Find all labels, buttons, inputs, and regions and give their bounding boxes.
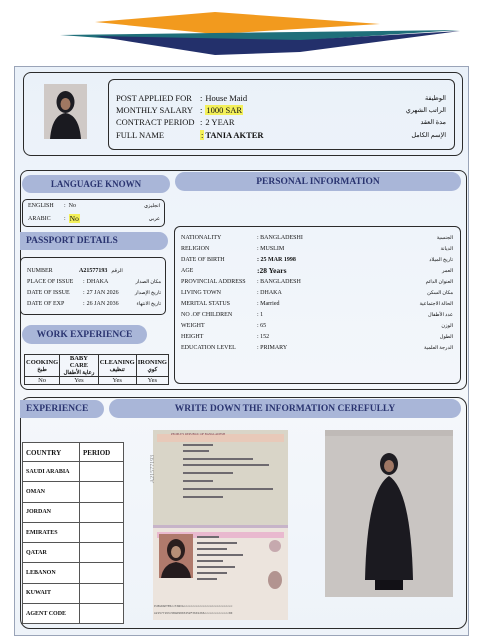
personal-label: DATE OF BIRTH	[181, 256, 225, 263]
personal-label: EDUCATION LEVEL	[181, 344, 236, 351]
country-header: COUNTRY	[23, 443, 80, 463]
passport-scan	[150, 430, 288, 620]
country-name: KUWAIT	[23, 583, 80, 603]
country-name: LEBANON	[23, 563, 80, 583]
personal-value: :28 Years	[257, 266, 287, 275]
personal-row	[181, 243, 453, 254]
personal-value: : PRIMARY	[257, 344, 288, 351]
personal-row	[181, 298, 453, 309]
name-value: TANIA AKTER	[205, 130, 264, 140]
doi-value: 27 JAN 2026	[86, 290, 119, 296]
skill-header-text: CLEANING	[99, 358, 135, 366]
personal-row	[181, 287, 453, 298]
personal-label: NO .OF CHILDREN	[181, 311, 233, 318]
colon: :	[200, 105, 203, 115]
personal-label: PROVINCIAL ADDRESS	[181, 278, 246, 285]
personal-value: : BANGLADESHI	[257, 234, 303, 241]
skill-value: Yes	[136, 377, 168, 385]
country-row	[23, 482, 124, 502]
doe-value: 26 JAN 2036	[86, 301, 119, 307]
name-arabic: الإسم الكامل	[411, 132, 446, 139]
name-row	[116, 130, 446, 140]
salary-label: MONTHLY SALARY	[116, 105, 193, 115]
personal-label: RELIGION	[181, 245, 210, 252]
doi-row	[27, 290, 161, 296]
personal-row	[181, 331, 453, 342]
personal-row	[181, 309, 453, 320]
place-label: PLACE OF ISSUE	[27, 279, 74, 285]
experience-title: EXPERIENCE	[20, 400, 104, 418]
period-cell	[80, 563, 124, 583]
colon: :	[200, 117, 203, 127]
post-label: POST APPLIED FOR	[116, 93, 192, 103]
country-name: SAUDI ARABIA	[23, 462, 80, 482]
country-name: OMAN	[23, 482, 80, 502]
personal-value: : DHAKA	[257, 289, 282, 296]
skill-header-ar: رعاية الأطفال	[63, 370, 95, 376]
doe-label: DATE OF EXP	[27, 301, 65, 307]
personal-arabic: الوزن	[441, 323, 453, 329]
skill-value: Yes	[98, 377, 136, 385]
country-row	[23, 604, 124, 624]
country-row	[23, 583, 124, 603]
english-label: ENGLISH	[28, 203, 54, 209]
skill-header-ar: طبخ	[37, 366, 47, 373]
arabic-row	[28, 214, 160, 223]
skill-header	[98, 355, 136, 377]
personal-row	[181, 232, 453, 243]
english-arabic: انجليزي	[144, 204, 160, 209]
country-row	[23, 502, 124, 522]
country-row	[23, 563, 124, 583]
country-name: EMIRATES	[23, 522, 80, 542]
personal-row	[181, 254, 453, 265]
personal-value: : Married	[257, 300, 280, 307]
colon: :	[64, 215, 66, 222]
personal-row	[181, 342, 453, 353]
candidate-photo-small	[44, 84, 87, 139]
passport-mrz-1: P<BGDAKTER<<TANIA<<<<<<<<<<<<<<<<<<<<<<<<<<<<	[154, 604, 233, 608]
period-header: PERIOD	[80, 443, 124, 463]
personal-arabic: العمر	[442, 268, 453, 274]
arabic-arabic: عربي	[148, 216, 160, 222]
place-row	[27, 279, 161, 285]
passport-scan-title: PEOPLE'S REPUBLIC OF BANGLADESH	[171, 432, 226, 436]
doe-arabic: تاريخ الانتهاء	[136, 302, 161, 307]
period-cell	[80, 604, 124, 624]
salary-arabic: الراتب الشهري	[405, 107, 446, 114]
personal-value: : BANGLADESH	[257, 278, 301, 285]
salary-row	[116, 105, 446, 115]
personal-label: NATIONALITY	[181, 234, 222, 241]
country-row	[23, 462, 124, 482]
personal-value: : MUSLIM	[257, 245, 285, 252]
personal-arabic: تاريخ الميلاد	[429, 257, 453, 263]
period-cell	[80, 522, 124, 542]
arabic-value: No	[69, 214, 79, 223]
post-arabic: الوظيفة	[424, 95, 446, 102]
period-cell	[80, 482, 124, 502]
doi-arabic: تاريخ الإصدار	[134, 291, 161, 296]
colon: :	[83, 301, 85, 307]
language-title: LANGUAGE KNOWN	[22, 175, 170, 193]
passport-number-arabic: الرقم	[111, 269, 123, 274]
period-cell	[80, 583, 124, 603]
post-row	[116, 93, 446, 103]
passport-scan-number: A21577193	[150, 454, 157, 484]
period-cell	[80, 502, 124, 522]
personal-value: : 65	[257, 322, 267, 329]
skills-table	[24, 354, 169, 385]
skill-header-text: COOKING	[26, 358, 59, 366]
personal-arabic: عدد الأطفال	[428, 312, 453, 318]
contract-row	[116, 117, 446, 127]
personal-label: WEIGHT	[181, 322, 205, 329]
skill-header	[25, 355, 60, 377]
colon: :	[83, 290, 85, 296]
personal-arabic: الديانة	[440, 246, 453, 252]
personal-row	[181, 320, 453, 331]
skill-header-text: BABY CARE	[69, 355, 89, 369]
work-title: WORK EXPERIENCE	[22, 325, 147, 344]
salary-value: 1000 SAR	[206, 105, 243, 115]
country-name: AGENT CODE	[23, 604, 80, 624]
country-row	[23, 543, 124, 563]
personal-arabic: مكان السكن	[427, 290, 453, 296]
colon: :	[83, 279, 85, 285]
country-name: QATAR	[23, 543, 80, 563]
personal-title: PERSONAL INFORMATION	[175, 172, 461, 191]
passport-scan-graphic	[153, 430, 288, 620]
skill-header-ar: تنظيف	[109, 366, 125, 373]
period-cell	[80, 462, 124, 482]
colon: :	[64, 203, 66, 209]
personal-label: AGE	[181, 267, 194, 274]
header-ribbon	[0, 0, 483, 66]
candidate-photo-full	[325, 430, 453, 597]
contract-value: 2 YEAR	[205, 117, 235, 127]
skill-header	[60, 355, 99, 377]
personal-row	[181, 276, 453, 287]
country-rows	[22, 461, 124, 624]
personal-arabic: الحالة الاجتماعية	[419, 301, 453, 307]
skill-header-text: IRONING	[137, 358, 167, 366]
personal-label: MERITAL STATUS	[181, 300, 230, 307]
skill-header-ar: كوي	[147, 366, 158, 373]
personal-value: : 1	[257, 311, 264, 318]
passport-mrz-2: A21577193<5BGD9803252F3601266<<<<<<<<<<<<<<00	[154, 611, 233, 615]
passport-title: PASSPORT DETAILS	[20, 232, 168, 250]
country-name: JORDAN	[23, 502, 80, 522]
skill-header	[136, 355, 168, 377]
contract-label: CONTRACT PERIOD	[116, 117, 195, 127]
doe-row	[27, 301, 161, 307]
passport-number-row	[27, 268, 161, 274]
english-value: No	[68, 203, 77, 209]
personal-row	[181, 265, 453, 276]
write-title: WRITE DOWN THE INFORMATION CEREFULLY	[109, 399, 461, 418]
name-label: FULL NAME	[116, 130, 165, 140]
personal-label: HEIGHT	[181, 333, 204, 340]
country-row	[23, 522, 124, 542]
post-value: House Maid	[205, 93, 248, 103]
place-arabic: مكان الصدار	[135, 280, 161, 285]
skill-value: Yes	[60, 377, 99, 385]
personal-label: LIVING TOWN	[181, 289, 221, 296]
colon: :	[200, 93, 203, 103]
english-row	[28, 203, 160, 209]
period-cell	[80, 543, 124, 563]
skill-value: No	[25, 377, 60, 385]
personal-value: : 25 MAR 1998	[257, 256, 296, 263]
place-value: DHAKA	[86, 279, 109, 285]
personal-arabic: الدرجة العلمية	[423, 345, 453, 351]
personal-arabic: العنوان الدائم	[425, 279, 453, 285]
personal-arabic: الطول	[439, 334, 453, 340]
personal-rows	[181, 232, 453, 353]
passport-number-value: A21577193	[79, 268, 108, 274]
arabic-label: ARABIC	[28, 215, 51, 222]
passport-number-label: NUMBER	[27, 268, 53, 274]
personal-arabic: الجنسية	[436, 235, 453, 241]
colon: :	[201, 130, 204, 140]
doi-label: DATE OF ISSUE	[27, 290, 70, 296]
personal-value: : 152	[257, 333, 270, 340]
contract-arabic: مدة العقد	[420, 119, 446, 126]
